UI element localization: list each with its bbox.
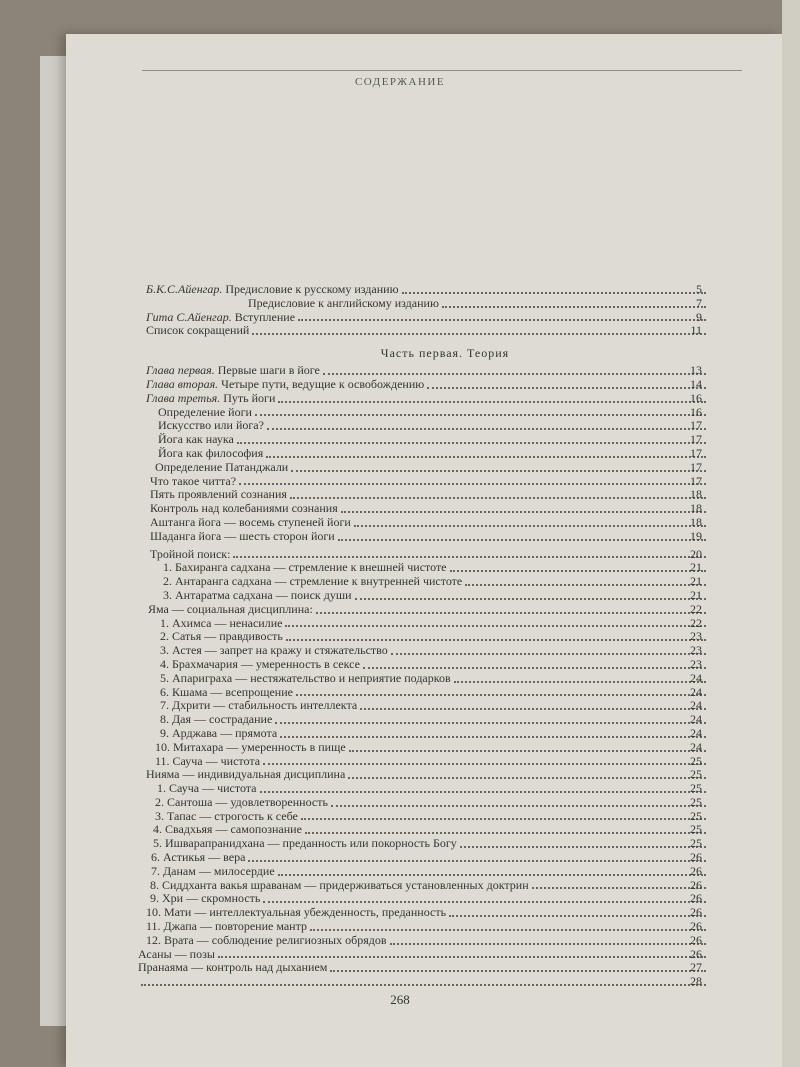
toc-entry-title: Определение йоги <box>158 404 252 419</box>
toc-entry[interactable] <box>0 782 800 796</box>
toc-entry-page: 23 <box>690 629 702 644</box>
toc-entry-page: 28 <box>690 974 702 989</box>
toc-entry[interactable] <box>0 617 800 631</box>
toc-entry-label <box>155 461 291 475</box>
toc-entry-title: 11. Саучa — чистота <box>155 753 261 768</box>
toc-entry-page: 27 <box>690 960 702 975</box>
toc-entry-label <box>153 823 305 837</box>
toc-entry-label <box>146 324 252 338</box>
toc-entry-title: 7. Данам — милосердие <box>151 863 275 878</box>
toc-entry-label <box>146 934 390 948</box>
toc-dot-leader <box>266 456 706 458</box>
toc-entry-label <box>160 699 360 713</box>
toc-entry-title: Предисловие к русскому изданию <box>222 282 399 296</box>
toc-entry-label <box>151 851 248 865</box>
toc-entry-title: 5. Ишварапранидхана — преданность или покорность Богу <box>153 836 457 851</box>
toc-dot-leader <box>449 915 706 917</box>
toc-entry-label <box>150 548 233 562</box>
toc-dot-leader <box>141 984 706 986</box>
toc-entry-title: Первые шаги в йоге <box>214 363 320 378</box>
toc-dot-leader <box>338 539 706 541</box>
toc-entry-title: 4. Брахмачария — умеренность в сексе <box>160 656 360 671</box>
toc-entry-page: 25 <box>690 836 702 851</box>
toc-entry-page: 16 <box>690 390 702 405</box>
toc-entry-title: 11. Джапа — повторение мантр <box>146 919 307 934</box>
toc-dot-leader <box>305 832 706 834</box>
toc-dot-leader <box>349 750 706 752</box>
toc-dot-leader <box>233 556 706 558</box>
toc-entry-title: Пять проявлений сознания <box>150 487 287 502</box>
toc-dot-leader <box>278 874 706 876</box>
toc-dot-leader <box>360 708 706 710</box>
toc-entry-title: 2. Сатья — правдивость <box>160 629 283 644</box>
toc-entry-page: 17 <box>690 432 702 447</box>
toc-entry[interactable] <box>0 378 800 392</box>
toc-entry-page: 23 <box>690 656 702 671</box>
toc-entry-page: 22 <box>690 615 702 630</box>
toc-entry-label <box>150 892 263 906</box>
toc-entry-title: Что такое читта? <box>150 473 237 488</box>
toc-entry[interactable] <box>0 865 800 879</box>
page-number: 268 <box>390 992 410 1007</box>
toc-entry-label <box>146 378 427 392</box>
toc-entry-page: 20 <box>690 546 702 561</box>
toc-entry-title: 3. Астея — запрет на кражу и стяжательство <box>160 643 388 658</box>
toc-entry[interactable] <box>0 699 800 713</box>
toc-entry-page: 26 <box>690 946 702 961</box>
toc-entry[interactable] <box>0 364 800 378</box>
toc-entry-page: 24 <box>690 739 702 754</box>
toc-entry-title: 5. Апариграха — нестяжательство и неприятие подарков <box>160 670 451 685</box>
toc-entry-page: 16 <box>690 404 702 419</box>
page-header-title: СОДЕРЖАНИЕ <box>354 76 446 88</box>
toc-entry-title: 1. Сауча — чистота <box>157 781 257 796</box>
toc-entry-title: Тройной поиск: <box>150 546 231 561</box>
toc-entry-title: Асаны — позы <box>138 946 215 961</box>
toc-entry-label <box>155 755 263 769</box>
toc-entry[interactable] <box>0 961 800 975</box>
toc-dot-leader <box>331 805 706 807</box>
toc-entry-label <box>150 516 354 530</box>
toc-entry-page: 23 <box>690 643 702 658</box>
toc-entry-label <box>163 561 450 575</box>
toc-entry-label <box>157 782 260 796</box>
toc-entry-page: 26 <box>690 877 702 892</box>
toc-entry[interactable] <box>0 934 800 948</box>
toc-dot-leader <box>427 387 706 389</box>
toc-entry-page: 17 <box>690 473 702 488</box>
toc-dot-leader <box>442 306 706 308</box>
toc-entry-page: 7 <box>696 295 702 310</box>
toc-entry-page: 26 <box>690 919 702 934</box>
toc-entry-author: Глава третья. <box>146 390 221 405</box>
toc-entry-page: 26 <box>690 850 702 865</box>
toc-entry-page: 5 <box>696 282 702 296</box>
toc-entry-label <box>146 311 298 325</box>
toc-entry[interactable] <box>0 727 800 741</box>
part-heading: Часть первая. Теория <box>380 346 510 361</box>
toc-entry-page: 22 <box>690 601 702 616</box>
toc-entry-title: Контроль над колебаниями сознания <box>150 501 338 516</box>
toc-entry[interactable] <box>0 502 800 516</box>
toc-entry-title: 12. Врата — соблюдение религиозных обрядов <box>146 932 387 947</box>
toc-entry-author: Глава первая. <box>146 363 215 378</box>
toc-dot-leader <box>354 525 706 527</box>
toc-entry-page: 25 <box>690 808 702 823</box>
toc-entry-label <box>158 419 267 433</box>
toc-dot-leader <box>402 292 706 294</box>
toc-entry[interactable] <box>0 406 800 420</box>
toc-entry-title: Четыре пути, ведущие к освобождению <box>218 376 425 391</box>
toc-entry-label <box>158 447 266 461</box>
toc-entry[interactable] <box>0 810 800 824</box>
toc-entry-title: 10. Митахара — умеренность в пище <box>155 739 346 754</box>
toc-dot-leader <box>450 570 706 572</box>
toc-dot-leader <box>263 901 706 903</box>
toc-entry-label <box>146 906 449 920</box>
toc-entry-page: 24 <box>690 670 702 685</box>
toc-entry-label <box>146 392 278 406</box>
toc-entry[interactable] <box>0 823 800 837</box>
toc-entry-page: 25 <box>690 753 702 768</box>
toc-dot-leader <box>460 846 706 848</box>
toc-dot-leader <box>355 598 707 600</box>
toc-dot-leader <box>301 818 706 820</box>
toc-dot-leader <box>286 639 706 641</box>
toc-dot-leader <box>285 625 706 627</box>
toc-entry[interactable] <box>0 796 800 810</box>
toc-entry-page: 9 <box>696 309 702 324</box>
toc-entry-page: 19 <box>690 528 702 543</box>
toc-entry-label <box>146 768 348 782</box>
toc-entry[interactable] <box>0 851 800 865</box>
toc-entry[interactable] <box>0 561 800 575</box>
toc-entry-label <box>151 865 278 879</box>
toc-entry-page: 18 <box>690 487 702 502</box>
toc-entry[interactable] <box>0 311 800 325</box>
toc-entry-page: 25 <box>690 822 702 837</box>
toc-entry-label <box>155 741 349 755</box>
toc-entry-title: 9. Хри — скромность <box>150 891 261 906</box>
toc-dot-leader <box>465 584 706 586</box>
toc-dot-leader <box>252 333 706 335</box>
toc-entry-title: Яма — социальная дисциплина: <box>148 601 313 616</box>
toc-entry-label <box>163 575 465 589</box>
toc-entry-page: 14 <box>690 376 702 391</box>
toc-dot-leader <box>280 736 706 738</box>
table-of-contents <box>0 283 800 989</box>
toc-entry-page: 24 <box>690 698 702 713</box>
toc-entry-label <box>163 589 355 603</box>
toc-entry-page: 13 <box>690 363 702 378</box>
toc-entry-label <box>160 644 391 658</box>
toc-entry-label <box>160 713 275 727</box>
toc-entry-title: 6. Астикья — вера <box>151 850 246 865</box>
toc-entry-page: 26 <box>690 905 702 920</box>
toc-entry-title: 9. Арджава — прямота <box>160 725 278 740</box>
toc-dot-leader <box>363 667 706 669</box>
toc-entry-title: 1. Бахиранга садхана — стремление к внешней чистоте <box>163 560 447 575</box>
toc-entry[interactable] <box>0 768 800 782</box>
toc-dot-leader <box>291 470 706 472</box>
toc-entry-title: Список сокращений <box>146 323 250 338</box>
toc-entry-label <box>146 283 402 297</box>
toc-entry-title: 3. Антаратма садхана — поиск души <box>163 587 352 602</box>
toc-entry-page: 25 <box>690 781 702 796</box>
toc-entry[interactable] <box>0 879 800 893</box>
toc-entry[interactable] <box>0 630 800 644</box>
toc-dot-leader <box>263 763 706 765</box>
toc-entry-page: 21 <box>690 574 702 589</box>
toc-entry[interactable] <box>0 575 800 589</box>
toc-dot-leader <box>278 401 706 403</box>
toc-entry[interactable] <box>0 892 800 906</box>
toc-dot-leader <box>275 722 706 724</box>
toc-entry-label <box>160 617 285 631</box>
toc-entry-label <box>155 810 301 824</box>
toc-entry-title: 8. Сиддханта вакья шраванам — придерживаться установленных доктрин <box>150 877 529 892</box>
toc-entry[interactable] <box>0 837 800 851</box>
toc-entry-title: 2. Антаранга садхана — стремление к внутренней чистоте <box>163 574 463 589</box>
toc-dot-leader <box>316 612 706 614</box>
toc-entry-page: 26 <box>690 932 702 947</box>
toc-dot-leader <box>267 428 706 430</box>
toc-dot-leader <box>341 511 706 513</box>
toc-dot-leader <box>260 791 706 793</box>
toc-entry-page: 18 <box>690 514 702 529</box>
toc-entry-page: 26 <box>690 863 702 878</box>
toc-entry-label <box>150 502 341 516</box>
toc-entry-title: Вступление <box>231 309 296 324</box>
toc-entry-page: 24 <box>690 684 702 699</box>
toc-entry[interactable] <box>0 324 800 338</box>
toc-entry[interactable] <box>0 906 800 920</box>
toc-entry-label <box>153 837 460 851</box>
toc-entry[interactable] <box>0 741 800 755</box>
toc-entry-title: 8. Дая — сострадание <box>160 712 273 727</box>
toc-entry-label <box>148 603 316 617</box>
toc-dot-leader <box>454 681 706 683</box>
toc-entry-label <box>160 672 454 686</box>
toc-entry-page: 25 <box>690 767 702 782</box>
toc-entry[interactable] <box>0 475 800 489</box>
toc-dot-leader <box>330 970 706 972</box>
toc-entry-author: Б.К.С.Айенгар. <box>146 282 223 296</box>
toc-entry-page: 17 <box>690 459 702 474</box>
toc-entry-title: 7. Дхрити — стабильность интеллекта <box>160 698 358 713</box>
toc-entry-label <box>146 364 323 378</box>
toc-entry-title: 1. Ахимса — ненасилие <box>160 615 283 630</box>
toc-dot-leader <box>298 319 706 321</box>
toc-entry-title: 6. Кшама — всепрощение <box>160 684 293 699</box>
toc-dot-leader <box>255 414 706 416</box>
toc-entry-title: Аштанга йога — восемь ступеней йоги <box>150 514 351 529</box>
toc-entry-page: 17 <box>690 418 702 433</box>
toc-entry[interactable] <box>0 948 800 962</box>
toc-dot-leader <box>218 956 706 958</box>
toc-entry-page: 18 <box>690 501 702 516</box>
toc-entry-label <box>146 920 310 934</box>
toc-dot-leader <box>239 483 706 485</box>
toc-entry-label <box>158 406 255 420</box>
toc-entry[interactable] <box>0 283 800 297</box>
toc-entry[interactable] <box>0 392 800 406</box>
toc-entry-title: Йога как наука <box>158 432 234 447</box>
toc-entry[interactable] <box>0 975 800 989</box>
toc-entry-page: 21 <box>690 587 702 602</box>
toc-entry[interactable] <box>0 589 800 603</box>
toc-entry[interactable] <box>0 686 800 700</box>
toc-entry[interactable] <box>0 461 800 475</box>
toc-entry[interactable] <box>0 447 800 461</box>
toc-entry-title: Предисловие к английскому изданию <box>248 295 439 310</box>
toc-entry[interactable] <box>0 658 800 672</box>
toc-dot-leader <box>290 497 706 499</box>
toc-entry-page: 17 <box>690 445 702 460</box>
toc-entry-label <box>158 433 237 447</box>
toc-entry[interactable] <box>0 644 800 658</box>
toc-entry-title: 2. Сантоша — удовлетворенность <box>155 794 328 809</box>
toc-entry-title: Нияма — индивидуальная дисциплина <box>146 767 346 782</box>
toc-entry[interactable] <box>0 548 800 562</box>
toc-entry[interactable] <box>0 920 800 934</box>
header-rule <box>142 70 742 71</box>
toc-entry-label <box>160 686 296 700</box>
toc-entry-label <box>138 961 330 975</box>
toc-entry-label <box>150 488 290 502</box>
toc-entry-page: 11 <box>690 323 702 338</box>
toc-entry-title: Йога как философия <box>158 445 264 460</box>
toc-entry[interactable] <box>0 530 800 544</box>
toc-entry-label <box>138 948 218 962</box>
toc-entry-title: Искусство или йога? <box>158 418 264 433</box>
toc-entry-title: 10. Мати — интеллектуальная убежденность, преданность <box>146 905 447 920</box>
toc-entry-label <box>160 658 363 672</box>
toc-entry-label <box>248 297 442 311</box>
toc-entry-page: 21 <box>690 560 702 575</box>
toc-entry[interactable] <box>0 713 800 727</box>
toc-entry-title: Пранаяма — контроль над дыханием <box>138 960 328 975</box>
toc-entry-page: 24 <box>690 725 702 740</box>
toc-entry[interactable] <box>0 672 800 686</box>
toc-entry[interactable] <box>0 433 800 447</box>
toc-entry-title: 3. Тапас — строгость к себе <box>155 808 298 823</box>
toc-front-matter <box>0 283 800 338</box>
toc-entry-label <box>150 530 338 544</box>
toc-entry-page: 24 <box>690 712 702 727</box>
toc-entry[interactable] <box>0 516 800 530</box>
toc-entry-label <box>160 630 286 644</box>
toc-dot-leader <box>391 653 706 655</box>
toc-entry-title: Определение Патанджали <box>155 459 289 474</box>
toc-main-entries <box>0 364 800 989</box>
toc-entry[interactable] <box>0 419 800 433</box>
toc-dot-leader <box>248 860 706 862</box>
toc-dot-leader <box>310 929 706 931</box>
toc-dot-leader <box>348 777 706 779</box>
toc-entry[interactable] <box>0 755 800 769</box>
toc-dot-leader <box>390 943 706 945</box>
toc-dot-leader <box>237 442 706 444</box>
toc-entry-title: Путь йоги <box>220 390 276 405</box>
toc-entry[interactable] <box>0 488 800 502</box>
toc-entry-author: Гита С.Айенгар. <box>146 309 232 324</box>
toc-entry-title: 4. Свадхьяя — самопознание <box>153 822 302 837</box>
toc-entry-label <box>150 879 532 893</box>
toc-entry-page: 25 <box>690 794 702 809</box>
toc-dot-leader <box>296 694 706 696</box>
toc-entry[interactable] <box>0 297 800 311</box>
toc-dot-leader <box>323 373 706 375</box>
toc-entry-title: Шаданга йога — шесть сторон йоги <box>150 528 335 543</box>
toc-entry-label <box>160 727 280 741</box>
toc-entry-page: 26 <box>690 891 702 906</box>
toc-entry-label <box>155 796 331 810</box>
toc-entry[interactable] <box>0 603 800 617</box>
toc-entry-author: Глава вторая. <box>146 376 219 391</box>
toc-entry-label <box>150 475 239 489</box>
